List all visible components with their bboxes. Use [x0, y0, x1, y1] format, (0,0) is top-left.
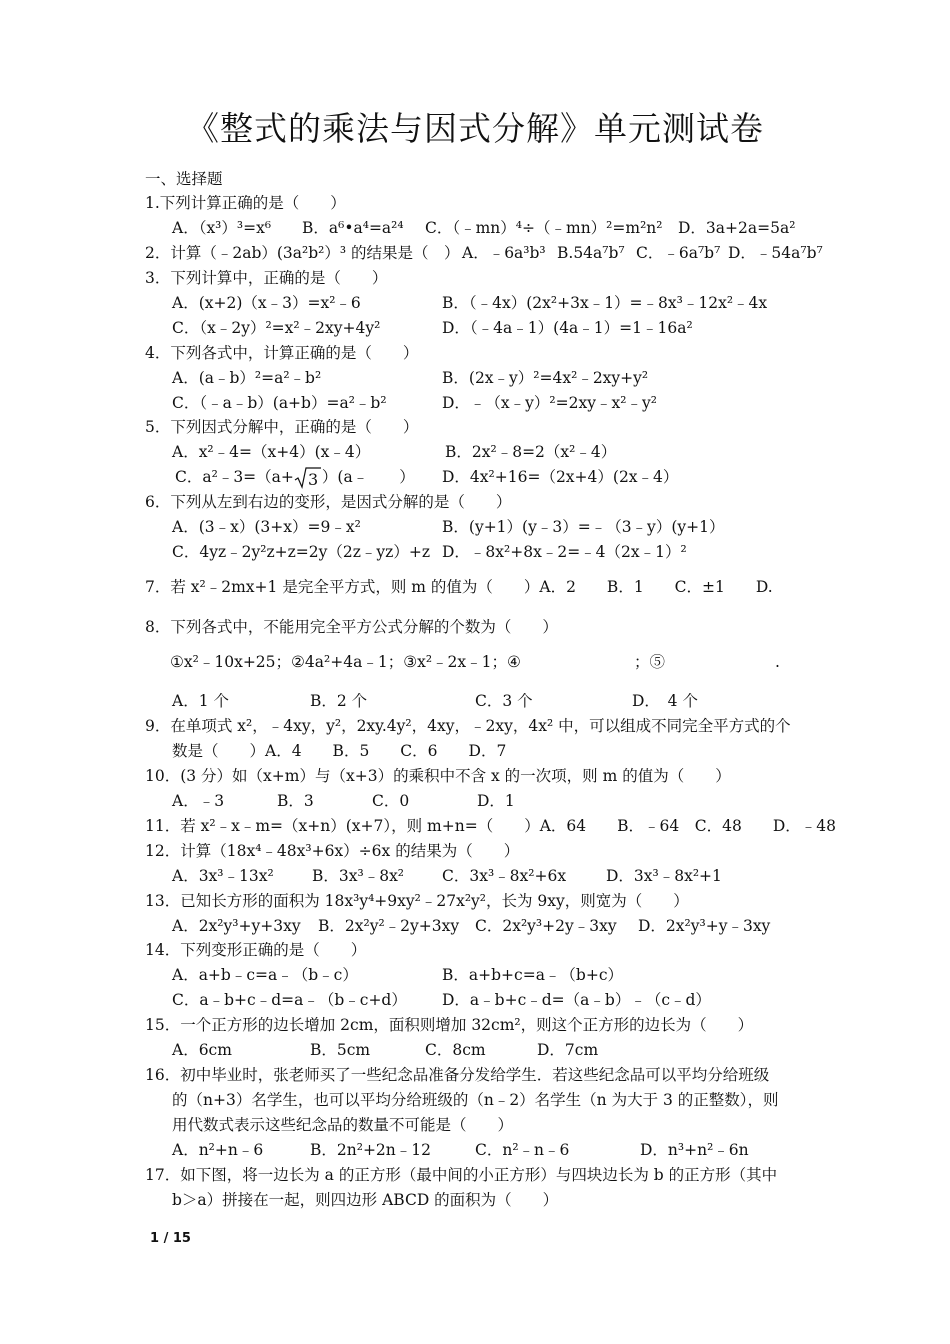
question-15-stem: 15．一个正方形的边长增加 2cm，面积则增加 32cm²，则这个正方形的边长为（ ） — [145, 1016, 754, 1034]
sqrt-3-formula — [294, 466, 322, 490]
q16-option-d: D．n³+n²﹣6n — [640, 1141, 749, 1159]
q10-option-a: A．﹣3 — [172, 792, 225, 810]
section-heading: 一、选择题 — [145, 170, 223, 188]
q16-option-c: C．n²﹣n﹣6 — [475, 1141, 570, 1159]
q4-option-c: C．（﹣a﹣b）(a+b）=a²﹣b² — [172, 394, 387, 412]
q5-option-c-suffix: ）(a﹣ ） — [321, 468, 415, 486]
q12-option-c: C．3x³﹣8x²+6x — [442, 867, 567, 885]
q3-option-a: A．(x+2)（x﹣3）=x²﹣6 — [172, 294, 361, 312]
q14-option-c: C．a﹣b+c﹣d=a﹣（b﹣c+d） — [172, 991, 407, 1009]
q2-option-d: D．﹣54a⁷b⁷ — [728, 244, 823, 262]
q2-option-c: C．﹣6a⁷b⁷ — [636, 244, 721, 262]
q2-option-a: A．﹣6a³b³ — [462, 244, 546, 262]
q1-option-c: C．（﹣mn）⁴÷（﹣mn）²=m²n² — [425, 219, 663, 237]
q6-option-c: C．4yz﹣2y²z+z=2y（2z﹣yz）+z — [172, 543, 431, 561]
q14-option-d: D．a﹣b+c﹣d=（a﹣b）﹣（c﹣d） — [442, 991, 711, 1009]
q15-option-b: B．5cm — [310, 1041, 371, 1059]
q4-option-d: D．﹣（x﹣y）²=2xy﹣x²﹣y² — [442, 394, 657, 412]
q8-expression-5: ；⑤ — [634, 653, 666, 671]
q12-option-a: A．3x³﹣13x² — [172, 867, 274, 885]
question-17-stem-line1: 17．如下图，将一边长为 a 的正方形（最中间的小正方形）与四块边长为 b 的正方形（其中 — [145, 1166, 778, 1184]
question-14-stem: 14．下列变形正确的是（ ） — [145, 941, 367, 959]
q5-option-c-prefix: C．a²﹣3=（a+ — [175, 468, 294, 486]
q3-option-b: B．（﹣4x）(2x²+3x﹣1）=﹣8x³﹣12x²﹣4x — [442, 294, 768, 312]
q12-option-b: B．3x³﹣8x² — [312, 867, 405, 885]
q1-option-b: B．a⁶•a⁴=a²⁴ — [302, 219, 404, 237]
q8-expression-list: ①x²﹣10x+25；②4a²+4a﹣1；③x²﹣2x﹣1；④ — [170, 653, 521, 671]
q1-option-a: A．（x³）³=x⁶ — [172, 219, 272, 237]
q6-option-b: B．(y+1）(y﹣3）=﹣（3﹣y）(y+1） — [442, 518, 725, 536]
q4-option-a: A．(a﹣b）²=a²﹣b² — [172, 369, 322, 387]
q8-option-c: C．3 个 — [475, 692, 533, 710]
question-1-stem: 1.下列计算正确的是（ ） — [145, 194, 346, 212]
q13-option-a: A．2x²y³+y+3xy — [172, 917, 301, 935]
q12-option-d: D．3x³﹣8x²+1 — [606, 867, 722, 885]
q15-option-c: C．8cm — [425, 1041, 486, 1059]
q3-option-c: C．（x﹣2y）²=x²﹣2xy+4y² — [172, 319, 381, 337]
q5-option-a: A．x²﹣4=（x+4）(x﹣4） — [172, 443, 371, 461]
q8-expression-end: . — [775, 653, 780, 671]
question-3-stem: 3．下列计算中，正确的是（ ） — [145, 269, 388, 287]
q3-option-d: D．（﹣4a﹣1）(4a﹣1）=1﹣16a² — [442, 319, 693, 337]
question-5-stem: 5．下列因式分解中，正确的是（ ） — [145, 418, 419, 436]
q15-option-a: A．6cm — [172, 1041, 232, 1059]
question-9-stem-line1: 9．在单项式 x²，﹣4xy，y²，2xy.4y²，4xy，﹣2xy，4x² 中，可以组成不同完全平方式的个 — [145, 717, 791, 735]
page-number: 1 / 15 — [150, 1231, 191, 1246]
page-title: 《整式的乘法与因式分解》单元测试卷 — [186, 109, 764, 148]
question-16-stem-line3: 用代数式表示这些纪念品的数量不可能是（ ） — [172, 1116, 514, 1134]
question-2-stem: 2．计算（﹣2ab）(3a²b²）³ 的结果是（ ） — [145, 244, 460, 262]
question-7-stem: 7．若 x²﹣2mx+1 是完全平方式，则 m 的值为（ ）A．2 B．1 C．±1 D. — [145, 578, 773, 596]
q6-option-d: D．﹣8x²+8x﹣2=﹣4（2x﹣1）² — [442, 543, 687, 561]
question-12-stem: 12．计算（18x⁴﹣48x³+6x）÷6x 的结果为（ ） — [145, 842, 520, 860]
q10-option-d: D．1 — [477, 792, 515, 810]
question-16-stem-line2: 的（n+3）名学生，也可以平均分给班级的（n﹣2）名学生（n 为大于 3 的正整数），则 — [172, 1091, 779, 1109]
question-13-stem: 13．已知长方形的面积为 18x³y⁴+9xy²﹣27x²y²，长为 9xy，则宽为（ ） — [145, 892, 689, 910]
question-10-stem: 10．(3 分）如（x+m）与（x+3）的乘积中不含 x 的一次项，则 m 的值为（ ） — [145, 767, 731, 785]
question-6-stem: 6．下列从左到右边的变形，是因式分解的是（ ） — [145, 493, 512, 511]
q5-option-c — [175, 465, 415, 489]
question-11-stem: 11．若 x²﹣x﹣m=（x+n）(x+7），则 m+n=（ ）A．64 B．﹣64 C．48 D．﹣48 — [145, 817, 836, 835]
q13-option-b: B．2x²y²﹣2y+3xy — [318, 917, 460, 935]
q8-option-a: A．1 个 — [172, 692, 229, 710]
q5-option-b: B．2x²﹣8=2（x²﹣4） — [445, 443, 617, 461]
q5-option-d: D．4x²+16=（2x+4）(2x﹣4） — [442, 468, 679, 486]
q2-option-b: B.54a⁷b⁷ — [557, 244, 625, 262]
q1-option-d: D．3a+2a=5a² — [678, 219, 796, 237]
question-16-stem-line1: 16．初中毕业时，张老师买了一些纪念品准备分发给学生．若这些纪念品可以平均分给班级 — [145, 1066, 770, 1084]
question-9-stem-line2: 数是（ ）A．4 B．5 C．6 D．7 — [172, 742, 507, 760]
q10-option-b: B．3 — [277, 792, 314, 810]
q4-option-b: B．(2x﹣y）²=4x²﹣2xy+y² — [442, 369, 649, 387]
q8-option-b: B．2 个 — [310, 692, 368, 710]
q13-option-d: D．2x²y³+y﹣3xy — [638, 917, 771, 935]
q14-option-a: A．a+b﹣c=a﹣（b﹣c） — [172, 966, 358, 984]
q6-option-a: A．(3﹣x）(3+x）=9﹣x² — [172, 518, 361, 536]
svg-text:3: 3 — [307, 470, 319, 489]
question-17-stem-line2: b＞a）拼接在一起，则四边形 ABCD 的面积为（ ） — [172, 1191, 559, 1209]
question-8-stem: 8．下列各式中，不能用完全平方公式分解的个数为（ ） — [145, 618, 558, 636]
q13-option-c: C．2x²y³+2y﹣3xy — [475, 917, 617, 935]
q14-option-b: B．a+b+c=a﹣（b+c） — [442, 966, 624, 984]
q16-option-a: A．n²+n﹣6 — [172, 1141, 264, 1159]
q10-option-c: C．0 — [372, 792, 410, 810]
question-4-stem: 4．下列各式中，计算正确的是（ ） — [145, 344, 419, 362]
q15-option-d: D．7cm — [537, 1041, 599, 1059]
q8-option-d: D． 4 个 — [632, 692, 698, 710]
q16-option-b: B．2n²+2n﹣12 — [310, 1141, 432, 1159]
